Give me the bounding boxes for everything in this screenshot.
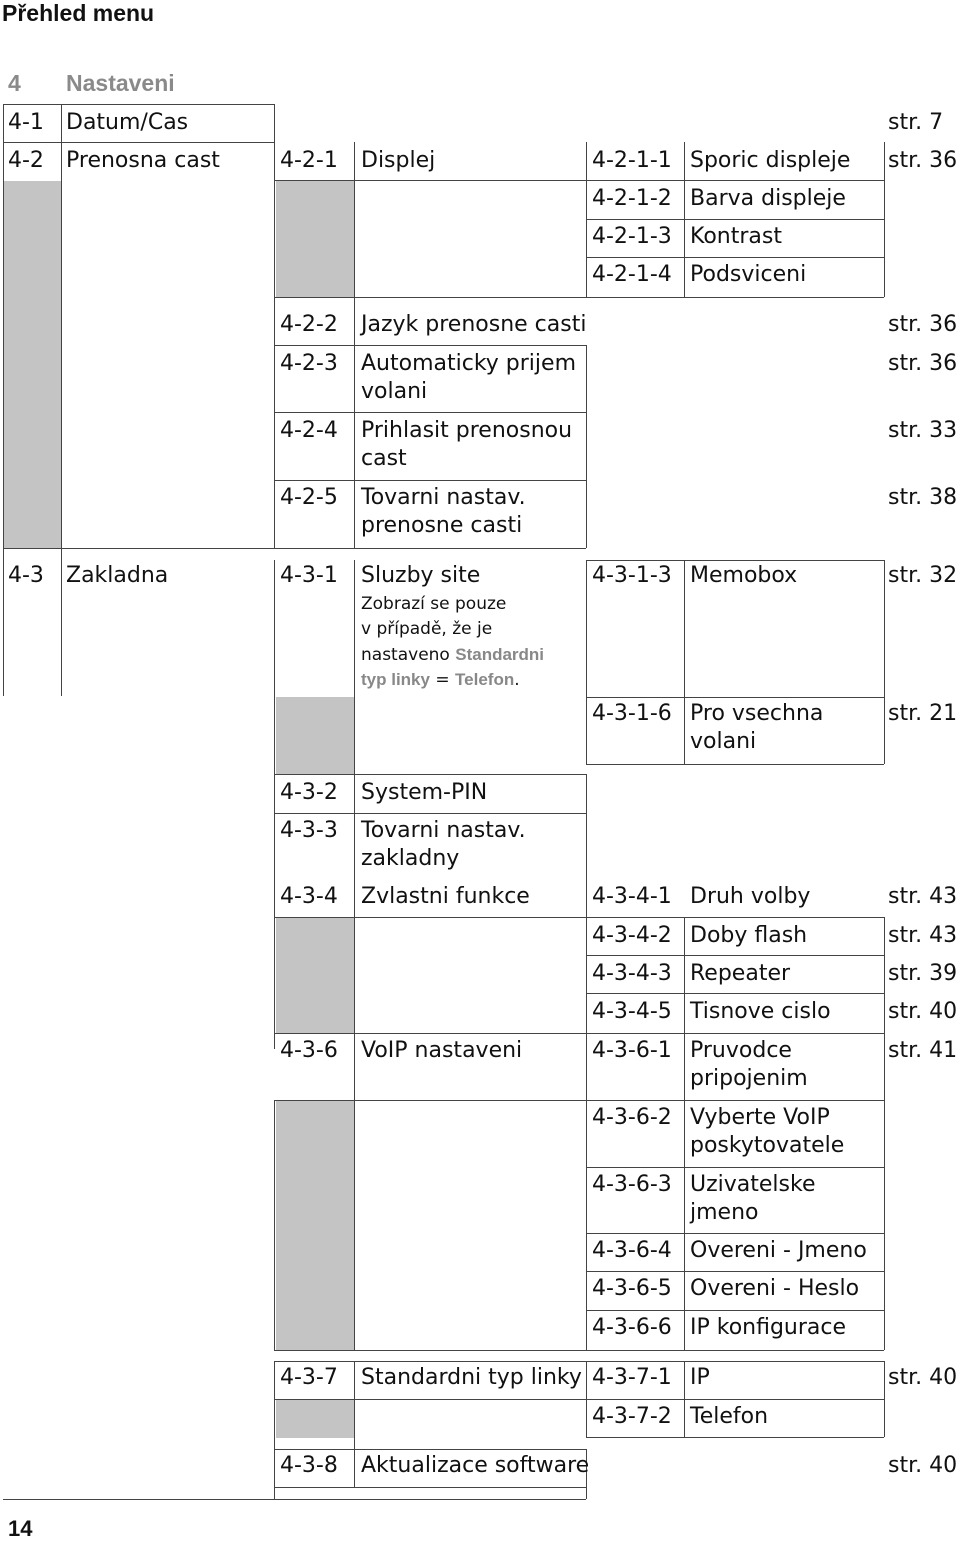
menu-label: prenosne casti	[361, 513, 523, 538]
menu-label: Doby flash	[690, 923, 808, 948]
note-line: Zobrazí se pouze	[361, 594, 507, 614]
menu-label: Aktualizace software	[361, 1453, 590, 1478]
page-ref: str. 32	[888, 563, 958, 588]
menu-code: 4-3-6-3	[592, 1172, 672, 1197]
page-ref: str. 40	[888, 999, 958, 1024]
page-number: 14	[8, 1516, 33, 1541]
menu-label: pripojenim	[690, 1066, 808, 1091]
page-ref: str. 33	[888, 418, 958, 443]
note-highlight: Telefon	[455, 670, 515, 689]
menu-label: Podsviceni	[690, 262, 807, 287]
menu-label: Vyberte VoIP	[690, 1105, 830, 1130]
menu-label: VoIP nastaveni	[361, 1038, 523, 1063]
note-line: nastaveno Standardni	[361, 645, 545, 665]
menu-code: 4-3-6	[280, 1038, 338, 1063]
menu-label: Pruvodce	[690, 1038, 792, 1063]
menu-code: 4-3-6-5	[592, 1276, 672, 1301]
menu-code: 4-2-2	[280, 312, 338, 337]
menu-label: Datum/Cas	[66, 110, 189, 135]
menu-code: 4-3-1	[280, 563, 338, 588]
page-ref: str. 41	[888, 1038, 958, 1063]
menu-code: 4-3-4-3	[592, 961, 672, 986]
note-line: typ linky = Telefon.	[361, 670, 520, 690]
note-highlight: typ linky	[361, 670, 430, 689]
menu-code: 4-3-4	[280, 884, 338, 909]
menu-label: Standardni typ linky	[361, 1365, 582, 1390]
menu-label: Overeni - Heslo	[690, 1276, 860, 1301]
menu-label: Druh volby	[690, 884, 811, 909]
note-highlight: Standardni	[455, 645, 545, 664]
gray-filler	[3, 181, 61, 548]
menu-label: Pro vsechna	[690, 701, 824, 726]
menu-code: 4-2-1-4	[592, 262, 672, 287]
menu-code: 4-3-4-2	[592, 923, 672, 948]
menu-label: jmeno	[690, 1200, 759, 1225]
menu-label: Jazyk prenosne casti	[361, 312, 587, 337]
menu-code: 4-3-6-1	[592, 1038, 672, 1063]
menu-label: cast	[361, 446, 407, 471]
page-ref: str. 7	[888, 110, 944, 135]
menu-code: 4-2	[8, 148, 44, 173]
page-ref: str. 36	[888, 312, 958, 337]
note-line: v případě, že je	[361, 619, 493, 639]
page-ref: str. 40	[888, 1365, 958, 1390]
menu-label: System-PIN	[361, 780, 488, 805]
menu-label: Zakladna	[66, 563, 169, 588]
menu-label: IP	[690, 1365, 710, 1390]
menu-code: 4-3-3	[280, 818, 338, 843]
menu-code: 4-3-2	[280, 780, 338, 805]
menu-code: 4-3-6-6	[592, 1315, 672, 1340]
gray-filler	[276, 1101, 354, 1350]
menu-label: Telefon	[690, 1404, 769, 1429]
page-ref: str. 40	[888, 1453, 958, 1478]
menu-label: Uzivatelske	[690, 1172, 816, 1197]
menu-label: poskytovatele	[690, 1133, 845, 1158]
menu-label: Zvlastni funkce	[361, 884, 530, 909]
menu-label: Prenosna cast	[66, 148, 220, 173]
menu-label: IP konfigurace	[690, 1315, 847, 1340]
page-ref: str. 21	[888, 701, 958, 726]
menu-label: Tovarni nastav.	[361, 818, 526, 843]
menu-label: Repeater	[690, 961, 791, 986]
page-ref: str. 39	[888, 961, 958, 986]
menu-label: Tisnove cislo	[690, 999, 831, 1024]
menu-code: 4-1	[8, 110, 44, 135]
menu-code: 4-3-8	[280, 1453, 338, 1478]
gray-filler	[276, 917, 354, 1033]
menu-code: 4-2-5	[280, 485, 338, 510]
menu-code: 4-3	[8, 563, 44, 588]
menu-label: Sporic displeje	[690, 148, 851, 173]
menu-label: Sluzby site	[361, 563, 481, 588]
menu-code: 4-2-1-1	[592, 148, 672, 173]
page-ref: str. 36	[888, 351, 958, 376]
menu-label: Displej	[361, 148, 436, 173]
page-ref: str. 38	[888, 485, 958, 510]
menu-code: 4-3-1-3	[592, 563, 672, 588]
page-ref: str. 36	[888, 148, 958, 173]
menu-label: zakladny	[361, 846, 460, 871]
menu-code: 4-3-7-2	[592, 1404, 672, 1429]
section-title: Nastaveni	[66, 70, 175, 96]
menu-code: 4-2-1-3	[592, 224, 672, 249]
menu-code: 4-2-1	[280, 148, 338, 173]
menu-code: 4-2-3	[280, 351, 338, 376]
menu-label: Automaticky prijem	[361, 351, 576, 376]
menu-label: volani	[361, 379, 428, 404]
menu-code: 4-3-4-5	[592, 999, 672, 1024]
menu-label: Prihlasit prenosnou	[361, 418, 573, 443]
menu-code: 4-3-6-2	[592, 1105, 672, 1130]
menu-code: 4-3-7-1	[592, 1365, 672, 1390]
menu-label: Tovarni nastav.	[361, 485, 526, 510]
menu-label: volani	[690, 729, 757, 754]
section-number: 4	[8, 70, 21, 96]
menu-code: 4-2-4	[280, 418, 338, 443]
gray-filler	[276, 181, 354, 297]
menu-code: 4-3-1-6	[592, 701, 672, 726]
menu-code: 4-3-4-1	[592, 884, 672, 909]
page-title: Přehled menu	[2, 0, 155, 26]
gray-filler	[276, 1400, 354, 1438]
menu-code: 4-3-6-4	[592, 1238, 672, 1263]
menu-label: Barva displeje	[690, 186, 846, 211]
menu-code: 4-2-1-2	[592, 186, 672, 211]
page-ref: str. 43	[888, 884, 958, 909]
menu-label: Overeni - Jmeno	[690, 1238, 867, 1263]
menu-label: Kontrast	[690, 224, 782, 249]
menu-label: Memobox	[690, 563, 798, 588]
page-ref: str. 43	[888, 923, 958, 948]
gray-filler	[276, 697, 354, 774]
menu-code: 4-3-7	[280, 1365, 338, 1390]
